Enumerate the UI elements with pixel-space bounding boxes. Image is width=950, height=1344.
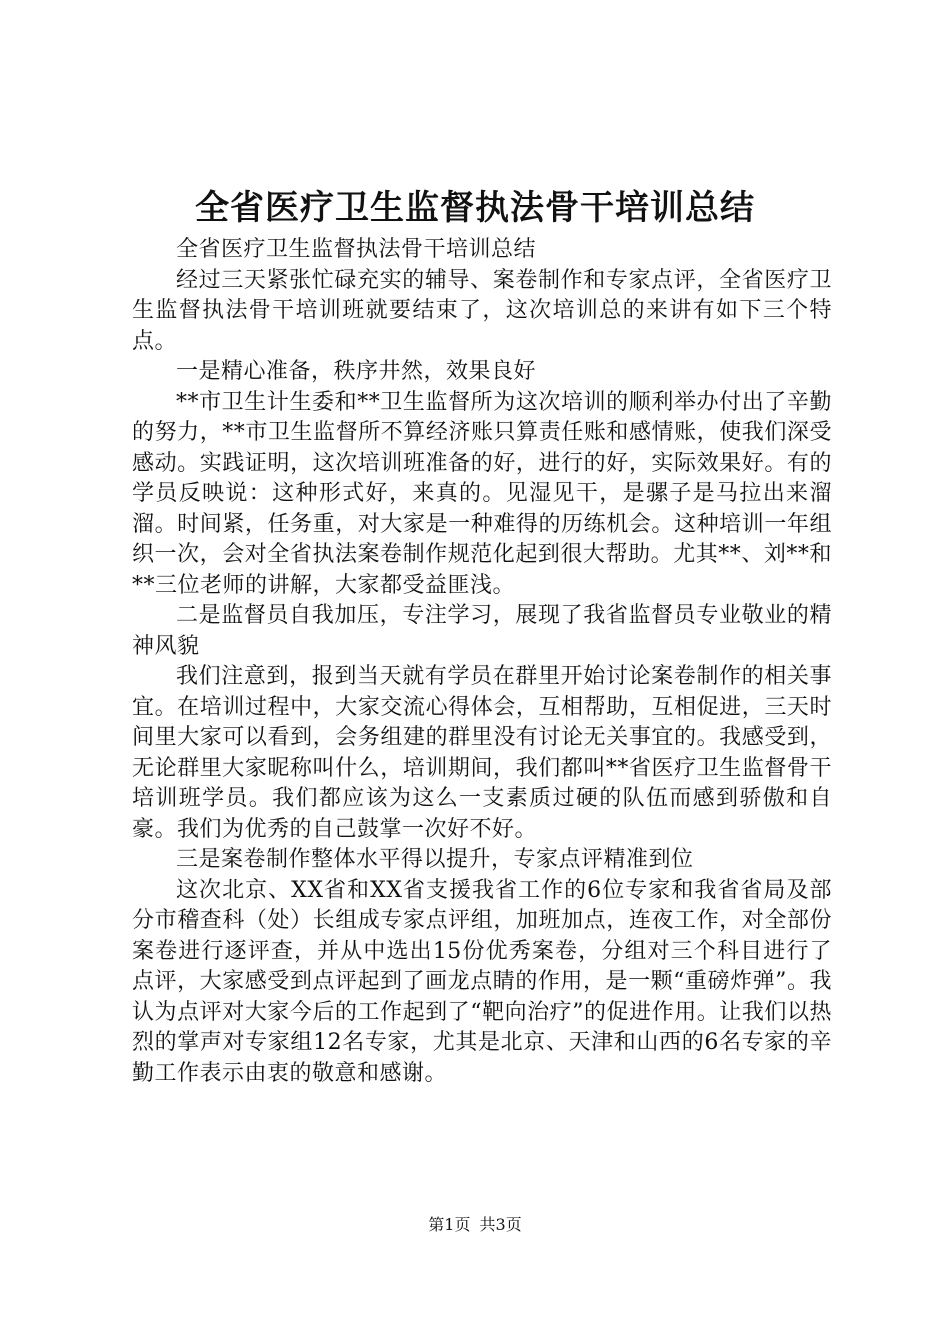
paragraph: 这次北京、XX省和XX省支援我省工作的6位专家和我省省局及部分市稽查科（处）长组成专家点评组，加班加点，连夜工作，对全部份案卷进行逐评查，并从中选出15份优秀案卷，分组对三个科目进行了点评，大家感受到点评起到了画龙点睛的作用，是一颗“重磅炸弹”。我认为点评对大家今后的工作起到了“靶向治疗”的促进作用。让我们以热烈的掌声对专家组12名专家，尤其是北京、天津和山西的6名专家的辛勤工作表示由衷的敬意和感谢。 [132,877,832,1086]
section-heading: 一是精心准备，秩序井然，效果良好 [176,359,537,384]
section-heading: 二是监督员自我加压，专注学习，展现了我省监督员专业敬业的精神风貌 [132,603,832,659]
page-footer [0,1213,950,1237]
section-heading: 三是案卷制作整体水平得以提升，专家点评精准到位 [176,847,694,872]
page-number: 第1页 [428,1215,471,1234]
paragraph: 我们注意到，报到当天就有学员在群里开始讨论案卷制作的相关事宜。在培训过程中，大家交流心得体会，互相帮助，互相促进，三天时间里大家可以看到，会务组建的群里没有讨论无关事宜的。我感受到，无论群里大家昵称叫什么，培训期间，我们都叫**省医疗卫生监督骨干培训班学员。我们都应该为这么一支素质过硬的队伍而感到骄傲和自豪。我们为优秀的自己鼓掌一次好不好。 [132,664,832,842]
document-title: 全省医疗卫生监督执法骨干培训总结 [195,188,755,228]
paragraph: 经过三天紧张忙碌充实的辅导、案卷制作和专家点评，全省医疗卫生监督执法骨干培训班就要结束了，这次培训总的来讲有如下三个特点。 [132,267,832,354]
paragraph: **市卫生计生委和**卫生监督所为这次培训的顺利举办付出了辛勤的努力，**市卫生监督所不算经济账只算责任账和感情账，使我们深受感动。实践证明，这次培训班准备的好，进行的好，实际效果好。有的学员反映说：这种形式好，来真的。见湿见干，是骡子是马拉出来溜溜。时间紧，任务重，对大家是一种难得的历练机会。这种培训一年组织一次，会对全省执法案卷制作规范化起到很大帮助。尤其**、刘**和**三位老师的讲解，大家都受益匪浅。 [132,389,832,598]
document-body [132,235,832,1089]
paragraph: 全省医疗卫生监督执法骨干培训总结 [176,237,537,262]
page-total: 共3页 [479,1215,522,1234]
